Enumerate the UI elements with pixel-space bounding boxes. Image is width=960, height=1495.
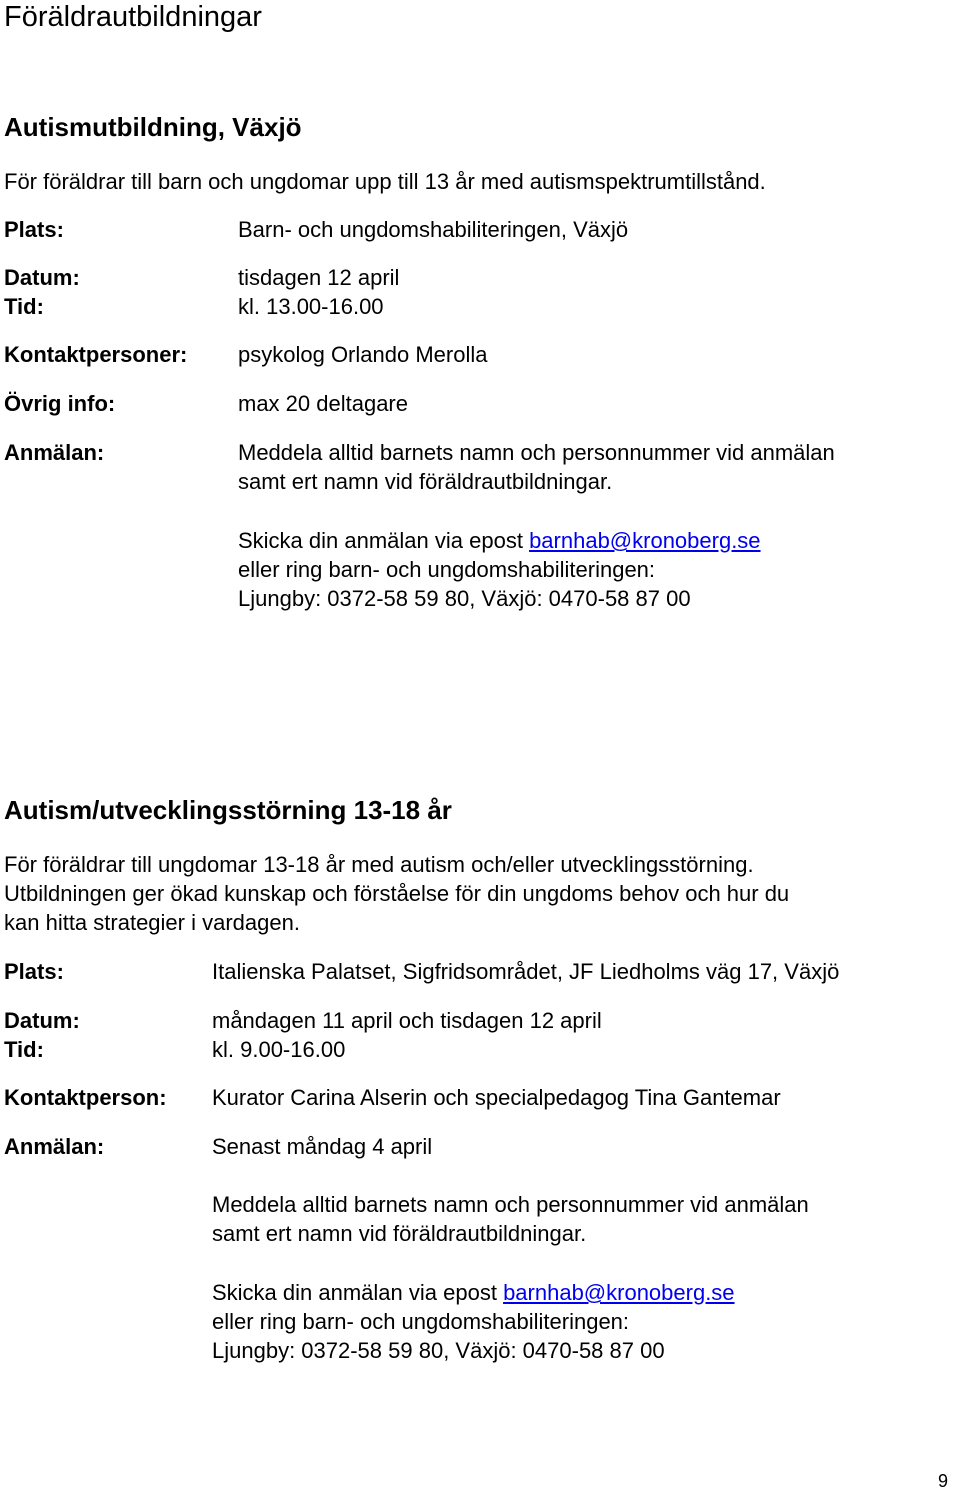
section2-datum-label: Datum: [4,1008,80,1033]
section1-ovrig-label: Övrig info: [4,391,116,416]
section1-phones: Ljungby: 0372-58 59 80, Växjö: 0470-58 87 00 [238,586,691,611]
section1-kontakt-label: Kontaktpersoner: [4,342,188,367]
section1-skicka-line [238,527,761,555]
section1-ovrig-value: max 20 deltagare [238,391,408,416]
section2-datum-value: måndagen 11 april och tisdagen 12 april [212,1008,602,1033]
section1-skicka-text: Skicka din anmälan via epost [238,528,530,553]
section1-plats-value: Barn- och ungdomshabiliteringen, Växjö [238,217,629,242]
section2-email-link[interactable]: barnhab@kronoberg.se [503,1280,735,1305]
section2-intro-line3: kan hitta strategier i vardagen. [4,910,300,935]
section2-plats-label: Plats: [4,959,64,984]
page-number: 9 [938,1471,949,1491]
section1-heading: Autismutbildning, Växjö [4,112,302,142]
section1-ring-text: eller ring barn- och ungdomshabiliteringen: [238,557,656,582]
section2-intro-line2: Utbildningen ger ökad kunskap och förståelse för din ungdoms behov och hur du [4,881,790,906]
section1-plats-label: Plats: [4,217,64,242]
section1-anmalan-line2: samt ert namn vid föräldrautbildningar. [238,469,613,494]
section2-meddela-line1: Meddela alltid barnets namn och personnummer vid anmälan [212,1192,809,1217]
section2-ring-text: eller ring barn- och ungdomshabiliteringen: [212,1309,630,1334]
section1-tid-value: kl. 13.00-16.00 [238,294,384,319]
section1-intro: För föräldrar till barn och ungdomar upp till 13 år med autismspektrumtillstånd. [4,169,766,194]
section2-phones: Ljungby: 0372-58 59 80, Växjö: 0470-58 87 00 [212,1338,665,1363]
section2-tid-label: Tid: [4,1037,44,1062]
section2-meddela-line2: samt ert namn vid föräldrautbildningar. [212,1221,587,1246]
section1-datum-label: Datum: [4,265,80,290]
section2-intro-line1: För föräldrar till ungdomar 13-18 år med autism och/eller utvecklingsstörning. [4,852,754,877]
section1-email-link[interactable]: barnhab@kronoberg.se [529,528,761,553]
section2-kontakt-value: Kurator Carina Alserin och specialpedagog Tina Gantemar [212,1085,781,1110]
section2-anmalan-value: Senast måndag 4 april [212,1134,433,1159]
section2-heading: Autism/utvecklingsstörning 13-18 år [4,795,452,825]
section1-anmalan-line1: Meddela alltid barnets namn och personnummer vid anmälan [238,440,835,465]
section2-skicka-text: Skicka din anmälan via epost [212,1280,504,1305]
section2-anmalan-label: Anmälan: [4,1134,105,1159]
section1-tid-label: Tid: [4,294,44,319]
section1-datum-value: tisdagen 12 april [238,265,400,290]
section2-skicka-line [212,1279,735,1307]
section2-plats-value: Italienska Palatset, Sigfridsområdet, JF Liedholms väg 17, Växjö [212,959,840,984]
section1-kontakt-value: psykolog Orlando Merolla [238,342,488,367]
section1-anmalan-label: Anmälan: [4,440,105,465]
section2-tid-value: kl. 9.00-16.00 [212,1037,346,1062]
page-title: Föräldrautbildningar [4,1,262,33]
section2-kontakt-label: Kontaktperson: [4,1085,167,1110]
